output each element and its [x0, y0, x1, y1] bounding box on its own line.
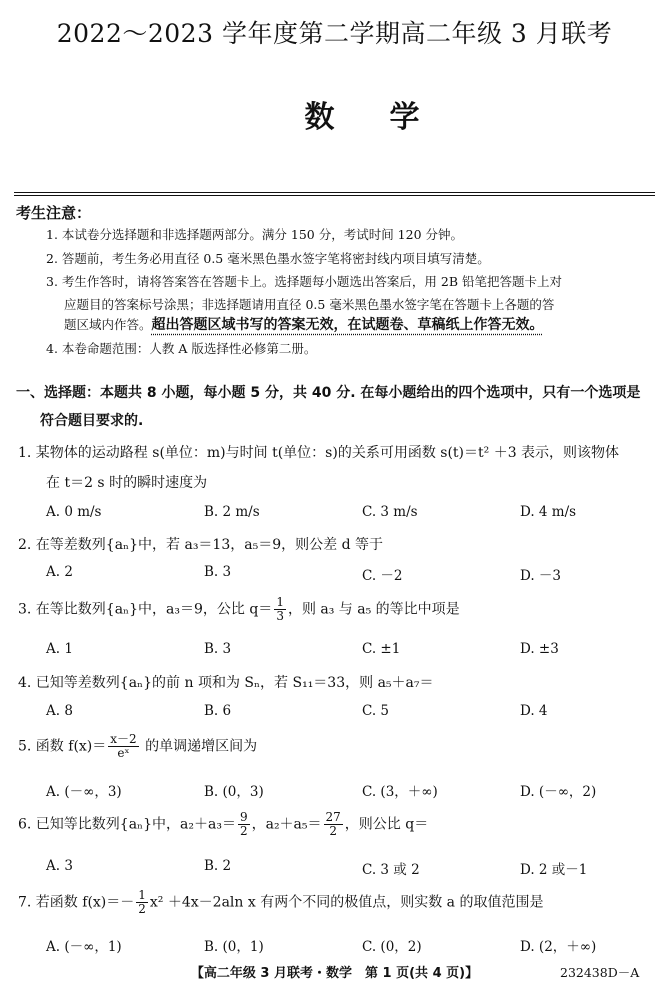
- page-footer: 【高二年级 3 月联考・数学 第 1 页(共 4 页)】: [190, 966, 479, 981]
- question-5-option-d: D. (－∞，2): [520, 784, 597, 800]
- fraction-x-minus-2-over-e-x: $\frac{x-2}{\text{eˣ}}$: [110, 732, 137, 760]
- section-heading-cont: 符合题目要求的.: [40, 413, 144, 429]
- question-2-stem: 2. 在等差数列{aₙ}中，若 a₃＝13，a₅＝9，则公差 d 等于: [18, 537, 383, 553]
- notice-heading: 考生注意：: [16, 204, 92, 222]
- question-5-option-c: C. (3，＋∞): [362, 784, 438, 800]
- question-6-stem-part-3: ，则公比 q＝: [344, 816, 429, 833]
- question-2-option-b: B. 3: [204, 564, 232, 580]
- fraction-one-third: $\frac{1}{3}$: [276, 595, 284, 623]
- question-7-stem-part-1: 7. 若函数 f(x)＝－: [18, 894, 135, 911]
- question-6-option-c: C. 3 或 2: [362, 862, 420, 878]
- question-3-option-a: A. 1: [46, 641, 73, 657]
- notice-item-3: 3. 考生作答时，请将答案答在答题卡上。选择题每小题选出答案后，用 2B 铅笔把答题卡上对: [46, 274, 562, 289]
- header-rule-bottom: [14, 195, 655, 196]
- notice-emphasis: 超出答题区域书写的答案无效，在试题卷、草稿纸上作答无效。: [151, 317, 544, 333]
- fraction-nine-halves: $\frac{9}{2}$: [239, 810, 248, 838]
- fraction-one-half: $\frac{1}{2}$: [138, 888, 146, 916]
- section-heading: 一、选择题：本题共 8 小题，每小题 5 分，共 40 分. 在每小题给出的四个选项中，只有一个选项是: [16, 385, 641, 401]
- question-7-option-b: B. (0，1): [204, 939, 264, 955]
- question-4-stem: 4. 已知等差数列{aₙ}的前 n 项和为 Sₙ，若 S₁₁＝33，则 a₅＋a₇＝: [18, 675, 434, 691]
- question-3-stem: [18, 596, 460, 623]
- question-7-stem-part-2: x² ＋4x－2aln x 有两个不同的极值点，则实数 a 的取值范围是: [149, 894, 544, 911]
- question-4-option-c: C. 5: [362, 703, 390, 719]
- question-4-option-d: D. 4: [520, 703, 548, 719]
- fraction-twenty-seven-halves: $\frac{27}{2}$: [325, 810, 341, 838]
- notice-item-3-cont: 应题目的答案标号涂黑；非选择题请用直径 0.5 毫米黑色墨水签字笔在答题卡上各题的答: [64, 297, 555, 312]
- notice-item-1: 1. 本试卷分选择题和非选择题两部分。满分 150 分，考试时间 120 分钟。: [46, 227, 464, 242]
- question-6-stem: [18, 811, 428, 838]
- notice-item-3-cont-2: [64, 314, 544, 334]
- question-3-stem-part-1: 3. 在等比数列{aₙ}中，a₃＝9，公比 q＝: [18, 601, 273, 618]
- question-3-option-d: D. ±3: [520, 641, 559, 657]
- header-rule-top: [14, 192, 655, 193]
- exam-title: 2022～2023 学年度第二学期高二年级 3 月联考: [56, 19, 613, 48]
- question-7-option-d: D. (2，＋∞): [520, 939, 597, 955]
- question-1-option-d: D. 4 m/s: [520, 504, 577, 520]
- question-5-option-a: A. (－∞，3): [46, 784, 122, 800]
- question-3-option-c: C. ±1: [362, 641, 401, 657]
- question-1-stem: 1. 某物体的运动路程 s(单位：m)与时间 t(单位：s)的关系可用函数 s(t)＝t² ＋3 表示，则该物体: [18, 445, 620, 461]
- question-1-option-a: A. 0 m/s: [46, 504, 102, 520]
- paper-code: 232438D－A: [560, 965, 640, 980]
- question-7-stem: [18, 889, 543, 916]
- question-6-stem-part-2: ，a₂＋a₅＝: [251, 816, 322, 833]
- question-5-stem-part-1: 5. 函数 f(x)＝: [18, 738, 107, 755]
- question-4-option-a: A. 8: [46, 703, 73, 719]
- question-3-option-b: B. 3: [204, 641, 232, 657]
- subject-title: 数学: [304, 100, 475, 135]
- question-2-option-a: A. 2: [46, 564, 73, 580]
- question-1-option-b: B. 2 m/s: [204, 504, 260, 520]
- question-6-option-a: A. 3: [46, 858, 73, 874]
- question-1-option-c: C. 3 m/s: [362, 504, 418, 520]
- question-6-option-d: D. 2 或－1: [520, 862, 588, 878]
- notice-item-3-tail: 题区域内作答。: [64, 317, 152, 332]
- question-4-option-b: B. 6: [204, 703, 232, 719]
- question-2-option-d: D. －3: [520, 568, 562, 584]
- notice-item-2: 2. 答题前，考生务必用直径 0.5 毫米黑色墨水签字笔将密封线内项目填写清楚。: [46, 251, 490, 266]
- question-6-stem-part-1: 6. 已知等比数列{aₙ}中，a₂＋a₃＝: [18, 816, 236, 833]
- question-7-option-a: A. (－∞，1): [46, 939, 122, 955]
- question-3-stem-part-2: ，则 a₃ 与 a₅ 的等比中项是: [287, 601, 460, 618]
- question-5-option-b: B. (0，3): [204, 784, 264, 800]
- question-7-option-c: C. (0，2): [362, 939, 422, 955]
- question-6-option-b: B. 2: [204, 858, 232, 874]
- question-2-option-c: C. －2: [362, 568, 403, 584]
- notice-item-4: 4. 本卷命题范围：人教 A 版选择性必修第二册。: [46, 341, 317, 356]
- question-5-stem: [18, 733, 257, 760]
- question-1-stem-cont: 在 t＝2 s 时的瞬时速度为: [46, 475, 208, 491]
- question-5-stem-part-2: 的单调递增区间为: [140, 738, 258, 755]
